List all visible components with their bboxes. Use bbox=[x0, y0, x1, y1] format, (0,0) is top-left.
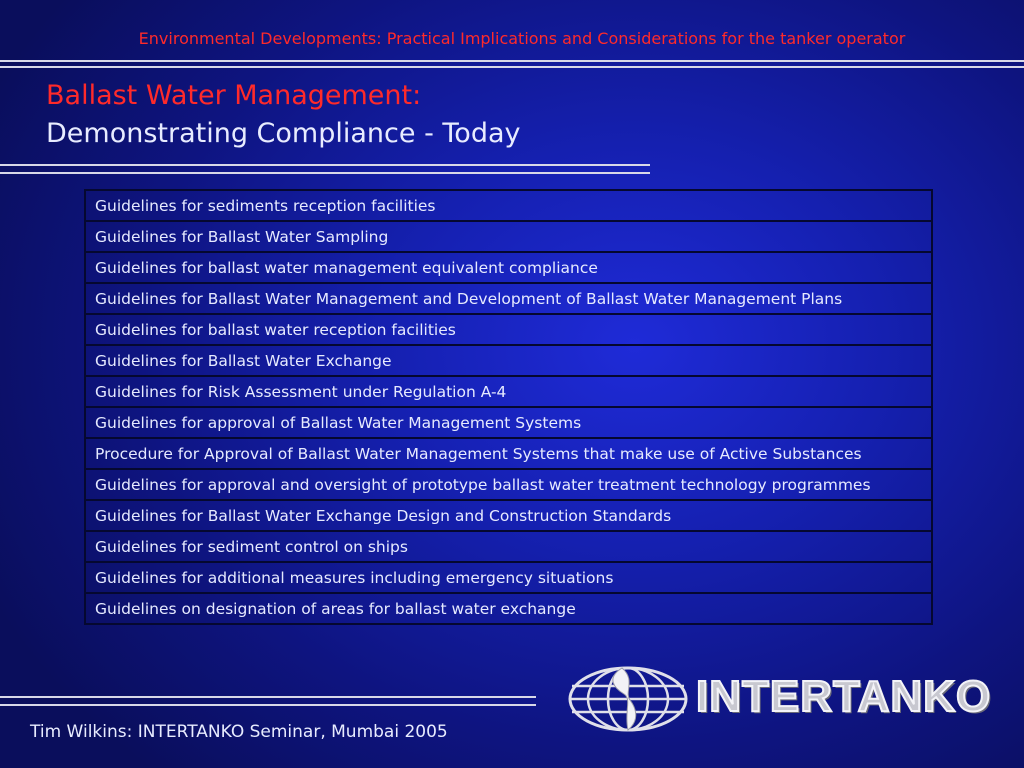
table-row bbox=[85, 252, 932, 283]
footer-divider-bottom bbox=[0, 704, 536, 706]
globe-icon bbox=[566, 664, 690, 734]
header-divider-bottom bbox=[0, 66, 1024, 68]
guideline-cell: Guidelines for ballast water management equivalent compliance bbox=[85, 252, 932, 283]
guideline-cell: Guidelines for sediments reception facilities bbox=[85, 190, 932, 221]
table-row bbox=[85, 283, 932, 314]
table-row bbox=[85, 562, 932, 593]
table-row bbox=[85, 221, 932, 252]
guideline-cell: Guidelines on designation of areas for ballast water exchange bbox=[85, 593, 932, 624]
table-row bbox=[85, 376, 932, 407]
title-divider-top bbox=[0, 164, 650, 166]
guideline-cell: Guidelines for additional measures including emergency situations bbox=[85, 562, 932, 593]
logo-wordmark: INTERTANKO bbox=[696, 672, 992, 721]
header-divider-top bbox=[0, 60, 1024, 62]
table-row bbox=[85, 438, 932, 469]
table-row bbox=[85, 500, 932, 531]
guideline-cell: Procedure for Approval of Ballast Water Management Systems that make use of Active Substances bbox=[85, 438, 932, 469]
table-row bbox=[85, 469, 932, 500]
footer-divider-top bbox=[0, 696, 536, 698]
guideline-cell: Guidelines for Ballast Water Exchange Design and Construction Standards bbox=[85, 500, 932, 531]
guideline-cell: Guidelines for Ballast Water Exchange bbox=[85, 345, 932, 376]
header-title: Environmental Developments: Practical Implications and Considerations for the tanker operator bbox=[138, 29, 906, 48]
slide-title: Ballast Water Management: bbox=[46, 80, 422, 111]
guideline-cell: Guidelines for Ballast Water Management and Development of Ballast Water Management Plans bbox=[85, 283, 932, 314]
slide-subtitle: Demonstrating Compliance - Today bbox=[46, 118, 521, 149]
table-row bbox=[85, 345, 932, 376]
table-row bbox=[85, 407, 932, 438]
footer-credit: Tim Wilkins: INTERTANKO Seminar, Mumbai 2005 bbox=[30, 722, 448, 742]
guideline-cell: Guidelines for approval of Ballast Water Management Systems bbox=[85, 407, 932, 438]
guideline-cell: Guidelines for Ballast Water Sampling bbox=[85, 221, 932, 252]
title-divider-bottom bbox=[0, 172, 650, 174]
guideline-cell: Guidelines for Risk Assessment under Regulation A-4 bbox=[85, 376, 932, 407]
guideline-cell: Guidelines for sediment control on ships bbox=[85, 531, 932, 562]
guidelines-table bbox=[84, 189, 933, 625]
table-row bbox=[85, 531, 932, 562]
guideline-cell: Guidelines for ballast water reception facilities bbox=[85, 314, 932, 345]
guideline-cell: Guidelines for approval and oversight of prototype ballast water treatment technology programmes bbox=[85, 469, 932, 500]
table-row bbox=[85, 314, 932, 345]
table-row bbox=[85, 593, 932, 624]
table-row bbox=[85, 190, 932, 221]
intertanko-logo bbox=[566, 664, 1016, 734]
